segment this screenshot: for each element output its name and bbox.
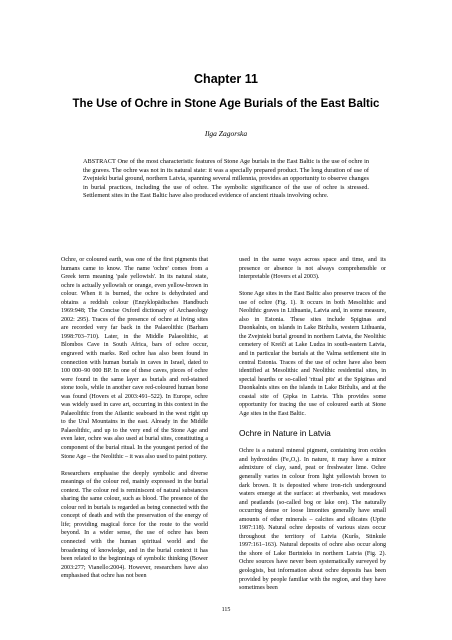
- body-paragraph: Researchers emphasise the deeply symbolic and diverse meanings of the colour red, mainly expressed in the burial context. The colour red is reminiscent of natural substances sharing the same colour, such as blood. The presence of the colour red in burials is regarded as being connected with the concept of death and with the preservation of the energy of life; providing magical force for the route to the world beyond. In a wider sense, the use of ochre has been connected with the human spiritual world and the broadening of knowledge, and in the burial context it has been related to the beginnings of symbolic thinking (Bower 2003:277; Vianello:2004). However, researchers have also emphasised that ochre has not been: [61, 470, 208, 580]
- body-paragraph: used in the same ways across space and time, and its presence or absence is not always comprehensible or interpretable (Hovers et al 2003).: [239, 257, 386, 281]
- body-paragraph: Ochre is a natural mineral pigment, containing iron oxides and hydroxides (Fe₂O₃). In nature, it may have a minor admixture of clay, sand, peat or freshwater lime. Ochre generally varies in colour from light yellowish brown to dark brown. It is deposited where iron-rich underground waters emerge at the surface: at riverbanks, wet meadows and peatlands (so-called bog or lake ore). The naturally occurring dense or loose limonites generally have small amounts of other minerals – calcites and silicates (Upīte 1987:118). Natural ochre deposits of various sizes occur throughout the territory of Latvia (Kuršs, Stinkule 1997:161–163). Natural deposits of ochre also occur along the shore of Lake Burtnieks in northern Latvia (Fig. 2). Ochre sources have never been systematically surveyed by geologists, but information about ochre deposits has been provided by people familiar with the region, and they have sometimes been: [239, 448, 386, 592]
- chapter-number: Chapter 11: [194, 72, 258, 86]
- abstract: ABSTRACT One of the most characteristic features of Stone Age burials in the East Baltic is the use of ochre in the graves. The ochre was not in its natural state: it was a specially prepared product. The long duration of use of Zvejnieki burial ground, northern Latvia, spanning several millennia, provides an opportunity to observe changes in burial practices, including the use of ochre. The symbolic significance of the use of ochre is stressed. Settlement sites in the East Baltic have also produced evidence of ancient rituals involving ochre.: [83, 158, 369, 199]
- chapter-title: The Use of Ochre in Stone Age Burials of the East Baltic: [72, 98, 380, 110]
- right-column: [239, 256, 386, 601]
- body-paragraph: Stone Age sites in the East Baltic also preserve traces of the use of ochre (Fig. 1). It occurs in both Mesolithic and Neolithic graves in Lithuania, Latvia and, in some measure, also in Estonia. These sites include Spiginas and Duonkalnis, on islands in Lake Biržulis, western Lithuania, the Zvejnieki burial ground in northern Latvia, the Neolithic cemetery of Kreiči at Lake Ludza in south-eastern Latvia, and in particular the burials at the Valma settlement site in central Estonia. Traces of the use of ochre have also been identified at Mesolithic and Neolithic residential sites, in special hearths or so-called 'ritual pits' at the Spiginas and Duonkalnis sites on the islands in Lake Biržulis, and at the coastal site of Ģipka in Latvia. This provides some opportunity for tracing the use of coloured earth at Stone Age sites in the East Baltic.: [239, 291, 386, 417]
- author-name: Ilga Zagorska: [204, 129, 248, 138]
- page-number: 115: [221, 607, 231, 613]
- section-heading: Ochre in Nature in Latvia: [239, 428, 331, 439]
- body-paragraph: Ochre, or coloured earth, was one of the first pigments that humans came to know. The name 'ochre' comes from a Greek term meaning 'pale yellowish'. In its natural state, ochre is actually yellowish or orange, even yellow-brown in colour. When it is burned, the ochre is dehydrated and obtains a reddish colour (Enzyklopädisches Handbuch 1969:948; The Concise Oxford dictionary of Archaeology 2002: 295). Traces of the presence of ochre at living sites are recorded very far back in the Palaeolithic (Barham 1998:703–710). Later, in the Middle Palaeolithic, at Blombos Cave in South Africa, bars of ochre occur, engraved with marks. Red ochre has also been found in connection with human burials in caves in Israel, dated to 100 000–90 000 BP. In one of these caves, pieces of ochre were found in the same layer as burials and red-stained stone tools, while in another cave red-coloured human bone was found (Hovers et al 2003:491–522). In Europe, ochre was widely used in cave art, occurring in this context in the Palaeolithic from the Atlantic seaboard in the west right up to the Ural Mountains in the east. Already in the Middle Palaeolithic, and up to the very end of the Stone Age and even later, ochre was also used at burial sites, constituting a component of the burial ritual. In the youngest period of the Stone Age – the Neolithic – it was also used to paint pottery.: [61, 257, 208, 460]
- left-column: [61, 256, 208, 589]
